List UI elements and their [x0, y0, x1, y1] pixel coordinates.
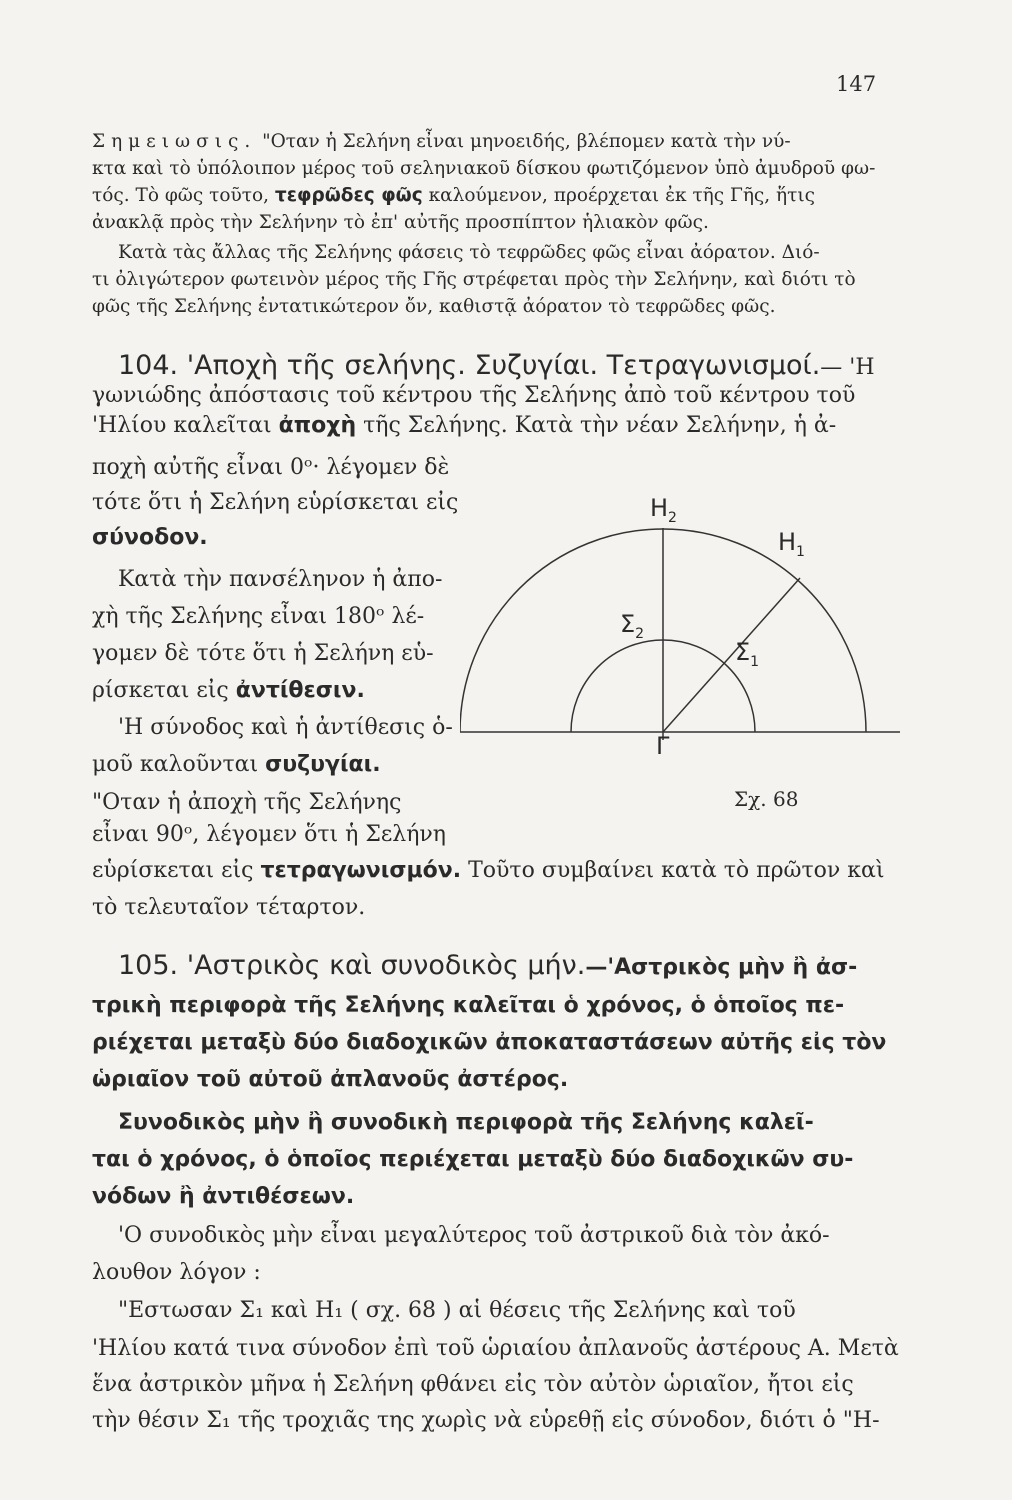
section-104-heading: 104. 'Αποχὴ τῆς σελήνης. Συζυγίαι. Τετραγωνισμοί.	[118, 350, 821, 381]
label-s1: $\Sigma_1$	[735, 638, 760, 670]
note-line-5: Κατὰ τὰς ἄλλας τῆς Σελήνης φάσεις τὸ τεφρῶδες φῶς εἶναι ἀόρατον. Διό-	[118, 242, 820, 263]
note-line-6: τι ὀλιγώτερον φωτεινὸν μέρος τῆς Γῆς στρέφεται πρὸς τὴν Σελήνην, καὶ διότι τὸ	[92, 269, 856, 290]
s105-line: νόδων ἢ ἀντιθέσεων.	[92, 1184, 355, 1209]
s104-line: μοῦ καλοῦνται συζυγίαι.	[92, 752, 381, 777]
term-syzygies: συζυγίαι.	[265, 752, 381, 777]
term-synodos: σύνοδον.	[92, 525, 208, 550]
note-line-2: κτα καὶ τὸ ὑπόλοιπον μέρος τοῦ σεληνιακοῦ δίσκου φωτιζόμενον ὑπὸ ἀμυδροῦ φω-	[92, 158, 876, 179]
s105-line: λουθον λόγον :	[92, 1260, 261, 1285]
note-line-7: φῶς τῆς Σελήνης ἐντατικώτερον ὄν, καθιστᾷ ἀόρατον τὸ τεφρῶδες φῶς.	[92, 296, 776, 317]
s104-line: γωνιώδης ἀπόστασις τοῦ κέντρου τῆς Σελήνης ἀπὸ τοῦ κέντρου τοῦ	[92, 383, 856, 408]
page-number: 147	[836, 72, 877, 96]
section-105-heading: 105. 'Αστρικὸς καὶ συνοδικὸς μήν.	[118, 950, 586, 981]
term-apochi: ἀποχὴ	[278, 413, 357, 438]
s104-line: τὸ τελευταῖον τέταρτον.	[92, 895, 366, 920]
s104-line: ρίσκεται εἰς ἀντίθεσιν.	[92, 678, 365, 703]
term-quadrature: τετραγωνισμόν.	[260, 858, 462, 883]
s105-line: ἕνα ἀστρικὸν μῆνα ἡ Σελήνη φθάνει εἰς τὸν αὐτὸν ὡριαῖον, ἤτοι εἰς	[92, 1372, 854, 1397]
s105-line: 'Ηλίου κατά τινα σύνοδον ἐπὶ τοῦ ὡριαίου ἀπλανοῦς ἀστέρους Α. Μετὰ	[92, 1336, 899, 1361]
label-gamma: Γ	[656, 732, 670, 760]
s105-line: ὡριαῖον τοῦ αὐτοῦ ἀπλανοῦς ἀστέρος.	[92, 1067, 569, 1092]
s104-line: εὑρίσκεται εἰς τετραγωνισμόν. Τοῦτο συμβαίνει κατὰ τὸ πρῶτον καὶ	[92, 858, 885, 883]
section-105-first-line: 105. 'Αστρικὸς καὶ συνοδικὸς μήν.—'Αστρικὸς μὴν ἢ ἀσ-	[118, 950, 858, 981]
note-line-3: τός. Τὸ φῶς τοῦτο, τεφρῶδες φῶς καλούμενον, προέρχεται ἐκ τῆς Γῆς, ἥτις	[92, 185, 815, 206]
label-h1: $H_1$	[778, 528, 805, 560]
figure-caption: Σχ. 68	[734, 787, 799, 811]
s104-line: 'Ηλίου καλεῖται ἀποχὴ τῆς Σελήνης. Κατὰ τὴν νέαν Σελήνην, ἡ ἀ-	[92, 413, 837, 438]
term-antithesis: ἀντίθεσιν.	[235, 678, 365, 703]
s104-line: 'Η σύνοδος καὶ ἡ ἀντίθεσις ὁ-	[118, 715, 453, 740]
s105-line: ριέχεται μεταξὺ δύο διαδοχικῶν ἀποκαταστάσεων αὐτῆς εἰς τὸν	[92, 1030, 887, 1055]
note-label: Σημειωσις.	[92, 131, 257, 152]
s105-line: Συνοδικὸς μὴν ἢ συνοδικὴ περιφορὰ τῆς Σελήνης καλεῖ-	[118, 1110, 814, 1135]
label-h2: $H_2$	[650, 494, 677, 526]
figure-68	[460, 470, 900, 770]
note-line-1: Σημειωσις. "Οταν ἡ Σελήνη εἶναι μηνοειδής, βλέπομεν κατὰ τὴν νύ-	[92, 131, 791, 152]
s104-line: ποχὴ αὐτῆς εἶναι 0ᵒ· λέγομεν δὲ	[92, 455, 450, 480]
s104-line: τότε ὅτι ἡ Σελήνη εὑρίσκεται εἰς	[92, 490, 459, 515]
section-104-first-line: 104. 'Αποχὴ τῆς σελήνης. Συζυγίαι. Τετραγωνισμοί.— 'Η	[118, 350, 875, 381]
s104-line: εἶναι 90ᵒ, λέγομεν ὅτι ἡ Σελήνη	[92, 822, 446, 847]
note-line-4: ἀνακλᾷ πρὸς τὴν Σελήνην τὸ ἐπ' αὐτῆς προσπίπτον ἡλιακὸν φῶς.	[92, 212, 709, 233]
s105-line: τρικὴ περιφορὰ τῆς Σελήνης καλεῖται ὁ χρόνος, ὁ ὁποῖος πε-	[92, 993, 845, 1018]
s104-line: γομεν δὲ τότε ὅτι ἡ Σελήνη εὑ-	[92, 641, 434, 666]
s105-line: "Εστωσαν Σ₁ καὶ Η₁ ( σχ. 68 ) αἱ θέσεις τῆς Σελήνης καὶ τοῦ	[118, 1298, 796, 1323]
label-s2: $\Sigma_2$	[620, 610, 645, 642]
s104-line: χὴ τῆς Σελήνης εἶναι 180ᵒ λέ-	[92, 604, 425, 629]
s104-line: "Οταν ἡ ἀποχὴ τῆς Σελήνης	[92, 790, 402, 815]
s105-line: 'Ο συνοδικὸς μὴν εἶναι μεγαλύτερος τοῦ ἀστρικοῦ διὰ τὸν ἀκό-	[118, 1223, 830, 1248]
s104-line: Κατὰ τὴν πανσέληνον ἡ ἀπο-	[118, 567, 443, 592]
line-to-h1	[663, 578, 800, 732]
term-ashen-light: τεφρῶδες φῶς	[274, 185, 423, 206]
s105-line: ται ὁ χρόνος, ὁ ὁποῖος περιέχεται μεταξὺ δύο διαδοχικῶν συ-	[92, 1147, 854, 1172]
figure-68-diagram	[460, 470, 900, 770]
s105-line: τὴν θέσιν Σ₁ τῆς τροχιᾶς της χωρὶς νὰ εὑρεθῇ εἰς σύνοδον, διότι ὁ "Η-	[92, 1408, 880, 1433]
